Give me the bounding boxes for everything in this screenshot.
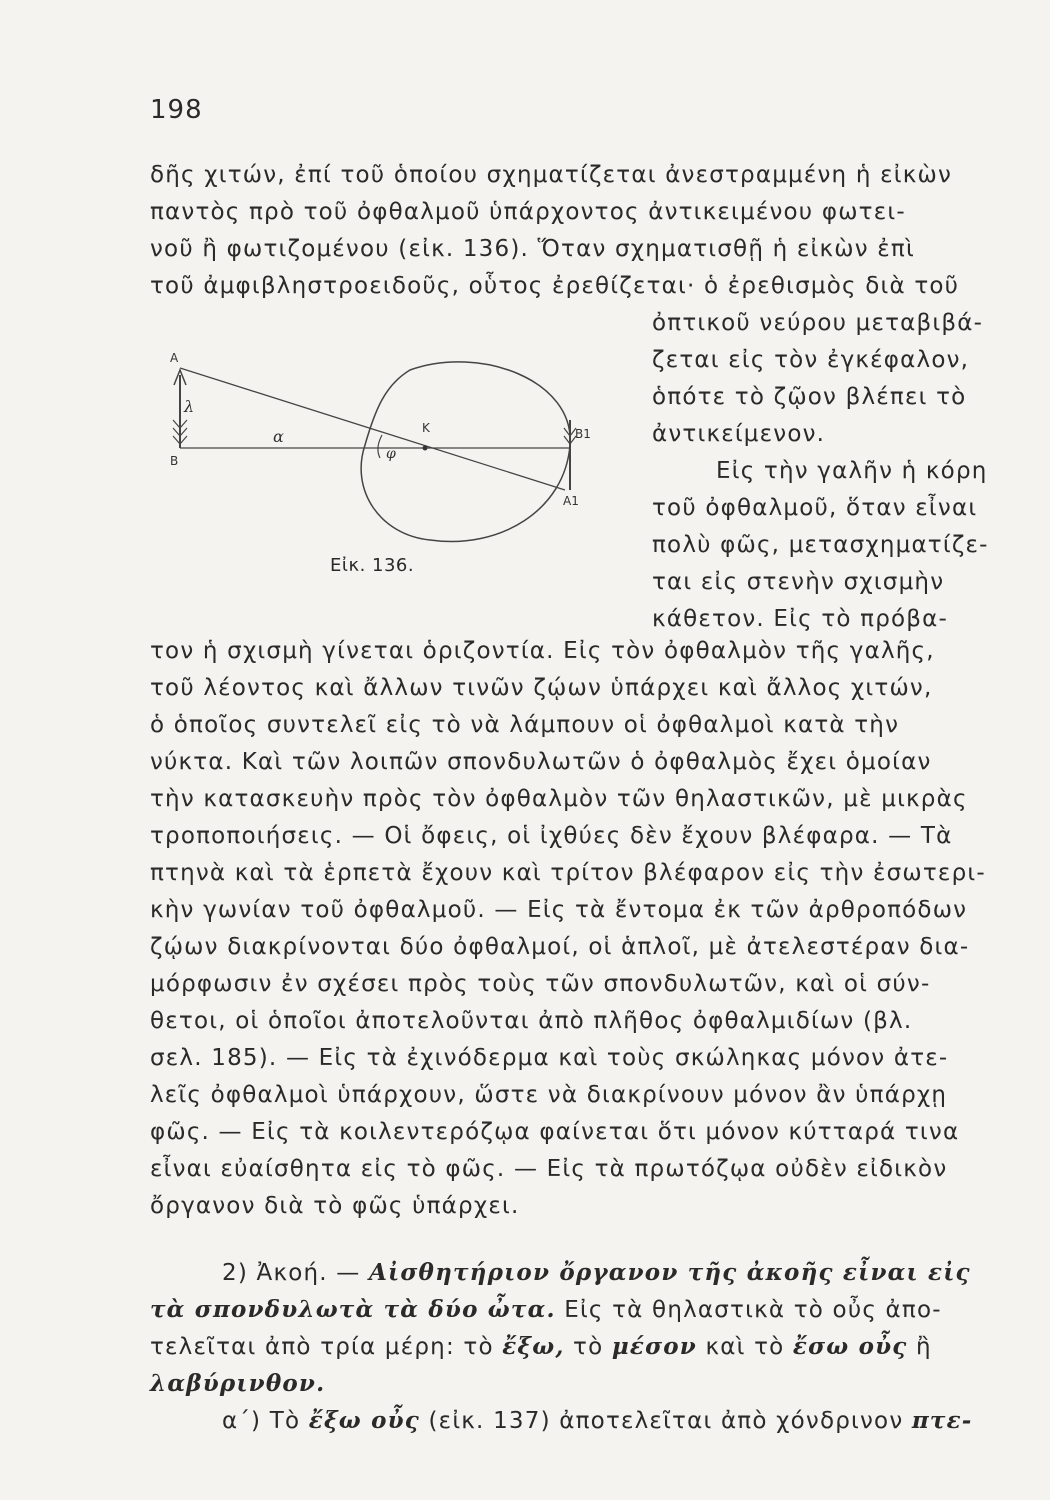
- text-line: ὄργανον διὰ τὸ φῶς ὑπάρχει.: [150, 1193, 520, 1219]
- section-heading: 2) Ἀκοή. —: [222, 1260, 369, 1286]
- text-run: Εἰς τὰ θηλαστικὰ τὸ οὖς ἀπο-: [555, 1297, 942, 1323]
- text-line: σελ. 185). — Εἰς τὰ ἐχινόδερμα καὶ τοὺς σκώληκας μόνον ἀτε-: [150, 1045, 949, 1071]
- label-lambda: λ: [184, 397, 195, 416]
- text-line: ζῴων διακρίνονται δύο ὀφθαλμοί, οἱ ἁπλοῖ, μὲ ἀτελεστέραν δια-: [150, 934, 970, 960]
- emphasis: Αἰσθητήριον ὄργανον τῆς ἀκοῆς εἶναι εἰς: [369, 1259, 971, 1286]
- label-a: A: [170, 351, 179, 365]
- emphasis: ἔξω,: [502, 1333, 565, 1360]
- label-b1: B1: [575, 427, 591, 441]
- emphasis: ἔξω οὖς: [308, 1407, 420, 1434]
- text-line: κὴν γωνίαν τοῦ ὀφθαλμοῦ. — Εἰς τὰ ἔντομα ἐκ τῶν ἀρθροπόδων: [150, 897, 968, 923]
- text-run: τελεῖται ἀπὸ τρία μέρη: τὸ: [150, 1334, 503, 1360]
- emphasis: τὰ σπονδυλωτὰ τὰ δύο ὦτα.: [150, 1296, 556, 1323]
- nodal-point: [423, 446, 428, 451]
- label-b: B: [170, 454, 179, 468]
- text-line: μόρφωσιν ἐν σχέσει πρὸς τοὺς τῶν σπονδυλωτῶν, καὶ οἱ σύν-: [150, 971, 931, 997]
- text-run: (εἰκ. 137) ἀποτελεῖται ἀπὸ χόνδρινον: [420, 1408, 912, 1434]
- text-line: ὁπότε τὸ ζῷον βλέπει τὸ: [652, 384, 967, 410]
- text-line: [222, 1258, 971, 1288]
- text-line: τοῦ λέοντος καὶ ἄλλων τινῶν ζῴων ὑπάρχει καὶ ἄλλος χιτών,: [150, 675, 933, 701]
- text-line: ζεται εἰς τὸν ἐγκέφαλον,: [652, 347, 970, 373]
- emphasis: πτε-: [911, 1407, 973, 1434]
- text-run: ἢ: [907, 1334, 932, 1360]
- text-line: [150, 1369, 325, 1399]
- eye-diagram: [160, 340, 630, 570]
- text-line: παντὸς πρὸ τοῦ ὀφθαλμοῦ ὑπάρχοντος ἀντικειμένου φωτει-: [150, 199, 906, 225]
- text-line: εἶναι εὐαίσθητα εἰς τὸ φῶς. — Εἰς τὰ πρωτόζῳα οὐδὲν εἰδικὸν: [150, 1156, 948, 1182]
- text-line: τον ἡ σχισμὴ γίνεται ὁριζοντία. Εἰς τὸν ὀφθαλμὸν τῆς γαλῆς,: [150, 638, 935, 664]
- text-run: τὸ: [564, 1334, 612, 1360]
- text-line: ται εἰς στενὴν σχισμὴν: [652, 569, 945, 595]
- emphasis: ἔσω οὖς: [792, 1333, 908, 1360]
- emphasis: μέσον: [611, 1333, 697, 1360]
- text-line: ὁ ὁποῖος συντελεῖ εἰς τὸ νὰ λάμπουν οἱ ὀφθαλμοὶ κατὰ τὴν: [150, 712, 900, 738]
- text-line: τροποποιήσεις. — Οἱ ὄφεις, οἱ ἰχθύες δὲν ἔχουν βλέφαρα. — Τὰ: [150, 823, 953, 849]
- text-line: νύκτα. Καὶ τῶν λοιπῶν σπονδυλωτῶν ὁ ὀφθαλμὸς ἔχει ὁμοίαν: [150, 749, 932, 775]
- text-line: κάθετον. Εἰς τὸ πρόβα-: [652, 606, 949, 632]
- text-line: [150, 1332, 932, 1362]
- text-line: τοῦ ἀμφιβληστροειδοῦς, οὗτος ἐρεθίζεται· ὁ ἐρεθισμὸς διὰ τοῦ: [150, 273, 960, 299]
- page-number: 198: [150, 95, 203, 125]
- text-line: ἀντικείμενον.: [652, 421, 826, 447]
- text-line: τοῦ ὀφθαλμοῦ, ὅταν εἶναι: [652, 495, 978, 521]
- text-run: καὶ τὸ: [696, 1334, 793, 1360]
- text-line: τὴν κατασκευὴν πρὸς τὸν ὀφθαλμὸν τῶν θηλαστικῶν, μὲ μικρὰς: [150, 786, 968, 812]
- label-alpha: α: [273, 427, 284, 446]
- ray-a-a1: [180, 368, 565, 490]
- text-line: λεῖς ὀφθαλμοὶ ὑπάρχουν, ὥστε νὰ διακρίνουν μόνον ἂν ὑπάρχῃ: [150, 1082, 948, 1108]
- label-a1: A1: [563, 494, 579, 508]
- label-phi: φ: [386, 446, 396, 462]
- text-line: Εἰς τὴν γαλῆν ἡ κόρη: [716, 458, 988, 484]
- text-line: ὀπτικοῦ νεύρου μεταβιβά-: [652, 310, 984, 336]
- text-line: θετοι, οἱ ὁποῖοι ἀποτελοῦνται ἀπὸ πλῆθος ὀφθαλμιδίων (βλ.: [150, 1008, 913, 1034]
- text-line: [222, 1406, 973, 1436]
- text-line: νοῦ ἢ φωτιζομένου (εἰκ. 136). Ὅταν σχηματισθῇ ἡ εἰκὼν ἐπὶ: [150, 236, 915, 262]
- text-line: φῶς. — Εἰς τὰ κοιλεντερόζῳα φαίνεται ὅτι μόνον κύτταρά τινα: [150, 1119, 960, 1145]
- label-k: K: [422, 421, 430, 435]
- text-line: πολὺ φῶς, μετασχηματίζε-: [652, 532, 989, 558]
- text-line: πτηνὰ καὶ τὰ ἑρπετὰ ἔχουν καὶ τρίτον βλέφαρον εἰς τὴν ἐσωτερι-: [150, 860, 986, 886]
- emphasis: λαβύρινθον.: [150, 1370, 326, 1397]
- text-line: [150, 1295, 942, 1325]
- figure-caption: Εἰκ. 136.: [330, 555, 415, 576]
- text-line: δῆς χιτών, ἐπί τοῦ ὁποίου σχηματίζεται ἀνεστραμμένη ἡ εἰκὼν: [150, 162, 953, 188]
- text-run: α΄) Τὸ: [222, 1408, 309, 1434]
- angle-arc: [378, 435, 382, 458]
